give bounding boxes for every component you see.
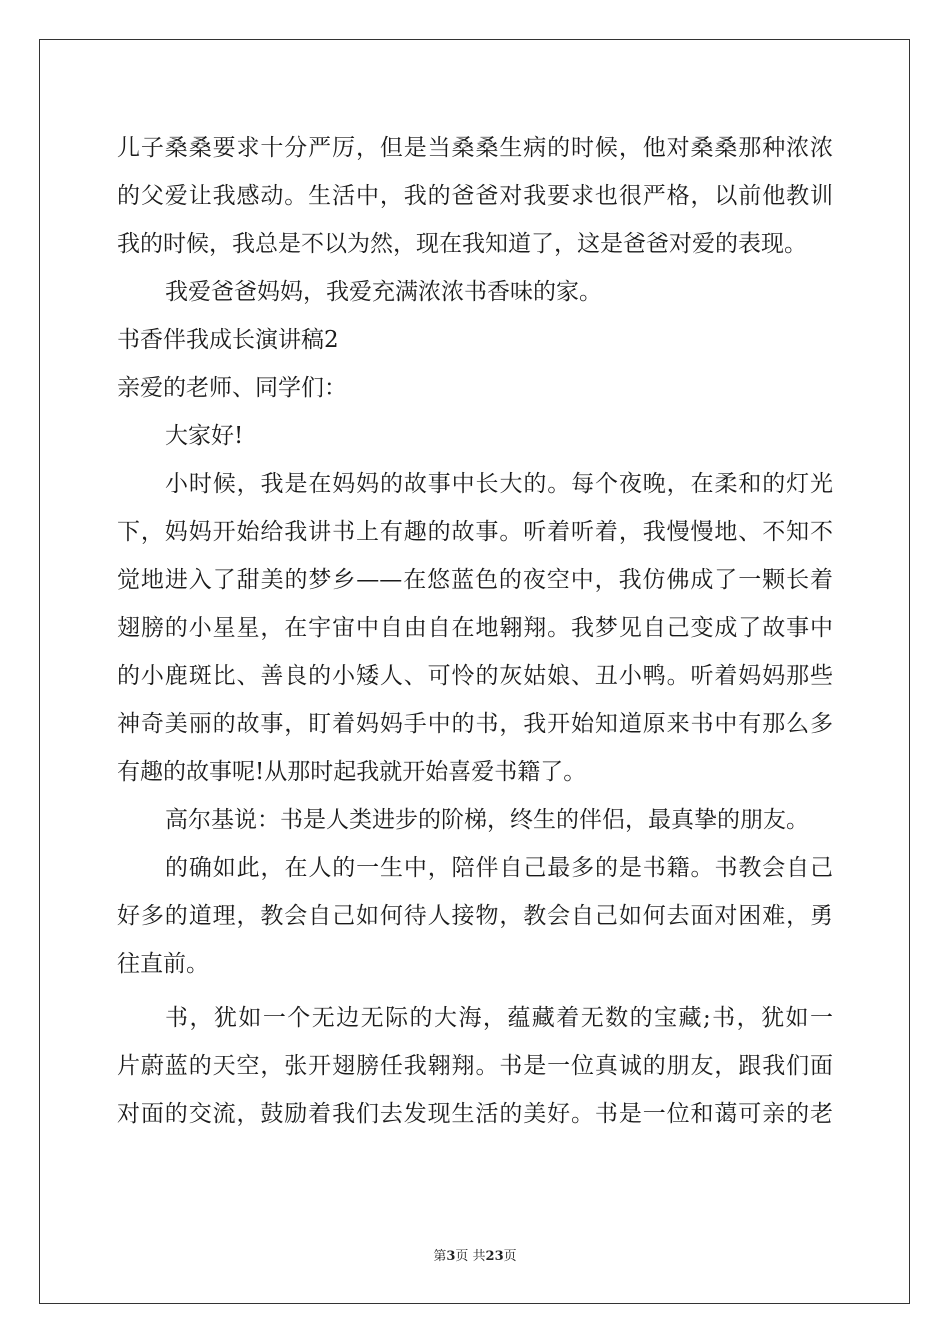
total-page-count: 23 (485, 1249, 504, 1264)
page-footer (0, 1245, 950, 1264)
text-line: 大家好! (165, 423, 244, 449)
text-line: 小时候，我是在妈妈的故事中长大的。每个夜晚，在柔和的灯光 (165, 471, 833, 497)
text-line: 的确如此，在人的一生中，陪伴自己最多的是书籍。书教会自己 (165, 855, 833, 881)
text-line: 的小鹿斑比、善良的小矮人、可怜的灰姑娘、丑小鸭。听着妈妈那些 (117, 663, 833, 689)
text-line: 我爱爸爸妈妈，我爱充满浓浓书香味的家。 (165, 279, 602, 305)
text-line: 觉地进入了甜美的梦乡——在悠蓝色的夜空中，我仿佛成了一颗长着 (117, 567, 833, 593)
text-line: 对面的交流，鼓励着我们去发现生活的美好。书是一位和蔼可亲的老 (117, 1101, 833, 1127)
footer-prefix: 第 (433, 1249, 447, 1264)
footer-suffix: 页 (503, 1249, 517, 1264)
document-body (117, 124, 833, 1138)
text-line: 儿子桑桑要求十分严厉，但是当桑桑生病的时候，他对桑桑那种浓浓 (117, 135, 833, 161)
text-line: 的父爱让我感动。生活中，我的爸爸对我要求也很严格，以前他教训 (117, 183, 833, 209)
text-line: 书香伴我成长演讲稿2 (117, 327, 339, 353)
text-line: 有趣的故事呢!从那时起我就开始喜爱书籍了。 (117, 759, 587, 785)
text-line: 好多的道理，教会自己如何待人接物，教会自己如何去面对困难，勇 (117, 903, 833, 929)
text-line: 神奇美丽的故事，盯着妈妈手中的书，我开始知道原来书中有那么多 (117, 711, 833, 737)
footer-mid: 页 共 (455, 1249, 486, 1264)
text-line: 往直前。 (117, 951, 209, 977)
current-page-number: 3 (446, 1249, 456, 1264)
text-line: 亲爱的老师、同学们： (117, 375, 347, 401)
text-line: 片蔚蓝的天空，张开翅膀任我翱翔。书是一位真诚的朋友，跟我们面 (117, 1053, 833, 1079)
text-line: 下，妈妈开始给我讲书上有趣的故事。听着听着，我慢慢地、不知不 (117, 519, 833, 545)
text-line: 我的时候，我总是不以为然，现在我知道了，这是爸爸对爱的表现。 (117, 231, 807, 257)
text-line: 书，犹如一个无边无际的大海，蕴藏着无数的宝藏;书，犹如一 (165, 1005, 833, 1031)
text-line: 高尔基说：书是人类进步的阶梯，终生的伴侣，最真挚的朋友。 (165, 807, 809, 833)
text-line: 翅膀的小星星，在宇宙中自由自在地翱翔。我梦见自己变成了故事中 (117, 615, 833, 641)
